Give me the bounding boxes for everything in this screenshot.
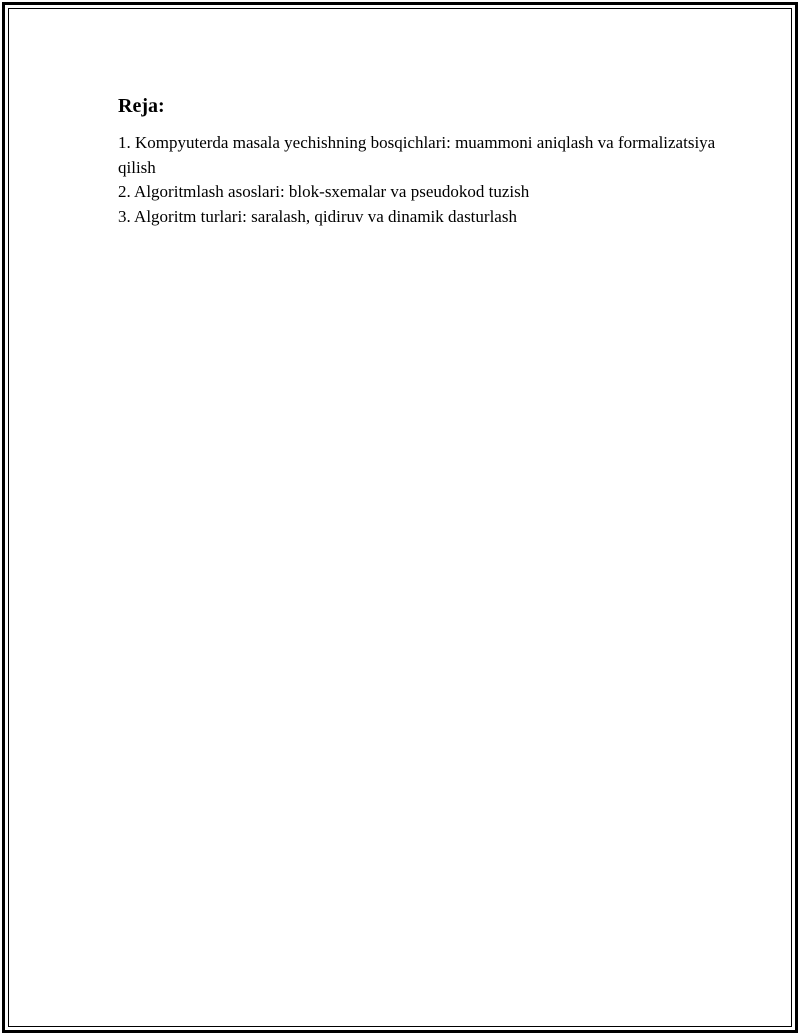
plan-item-3: 3. Algoritm turlari: saralash, qidiruv va dinamik dasturlash: [118, 206, 517, 226]
plan-item-1: 1. Kompyuterda masala yechishning bosqichlari: muammoni aniqlash va formalizatsiya qilish: [118, 133, 716, 177]
plan-list: [118, 131, 718, 229]
document-content: [118, 93, 718, 229]
plan-item-2: 2. Algoritmlash asoslari: blok-sxemalar va pseudokod tuzish: [118, 182, 530, 201]
plan-heading: Reja:: [118, 95, 165, 117]
